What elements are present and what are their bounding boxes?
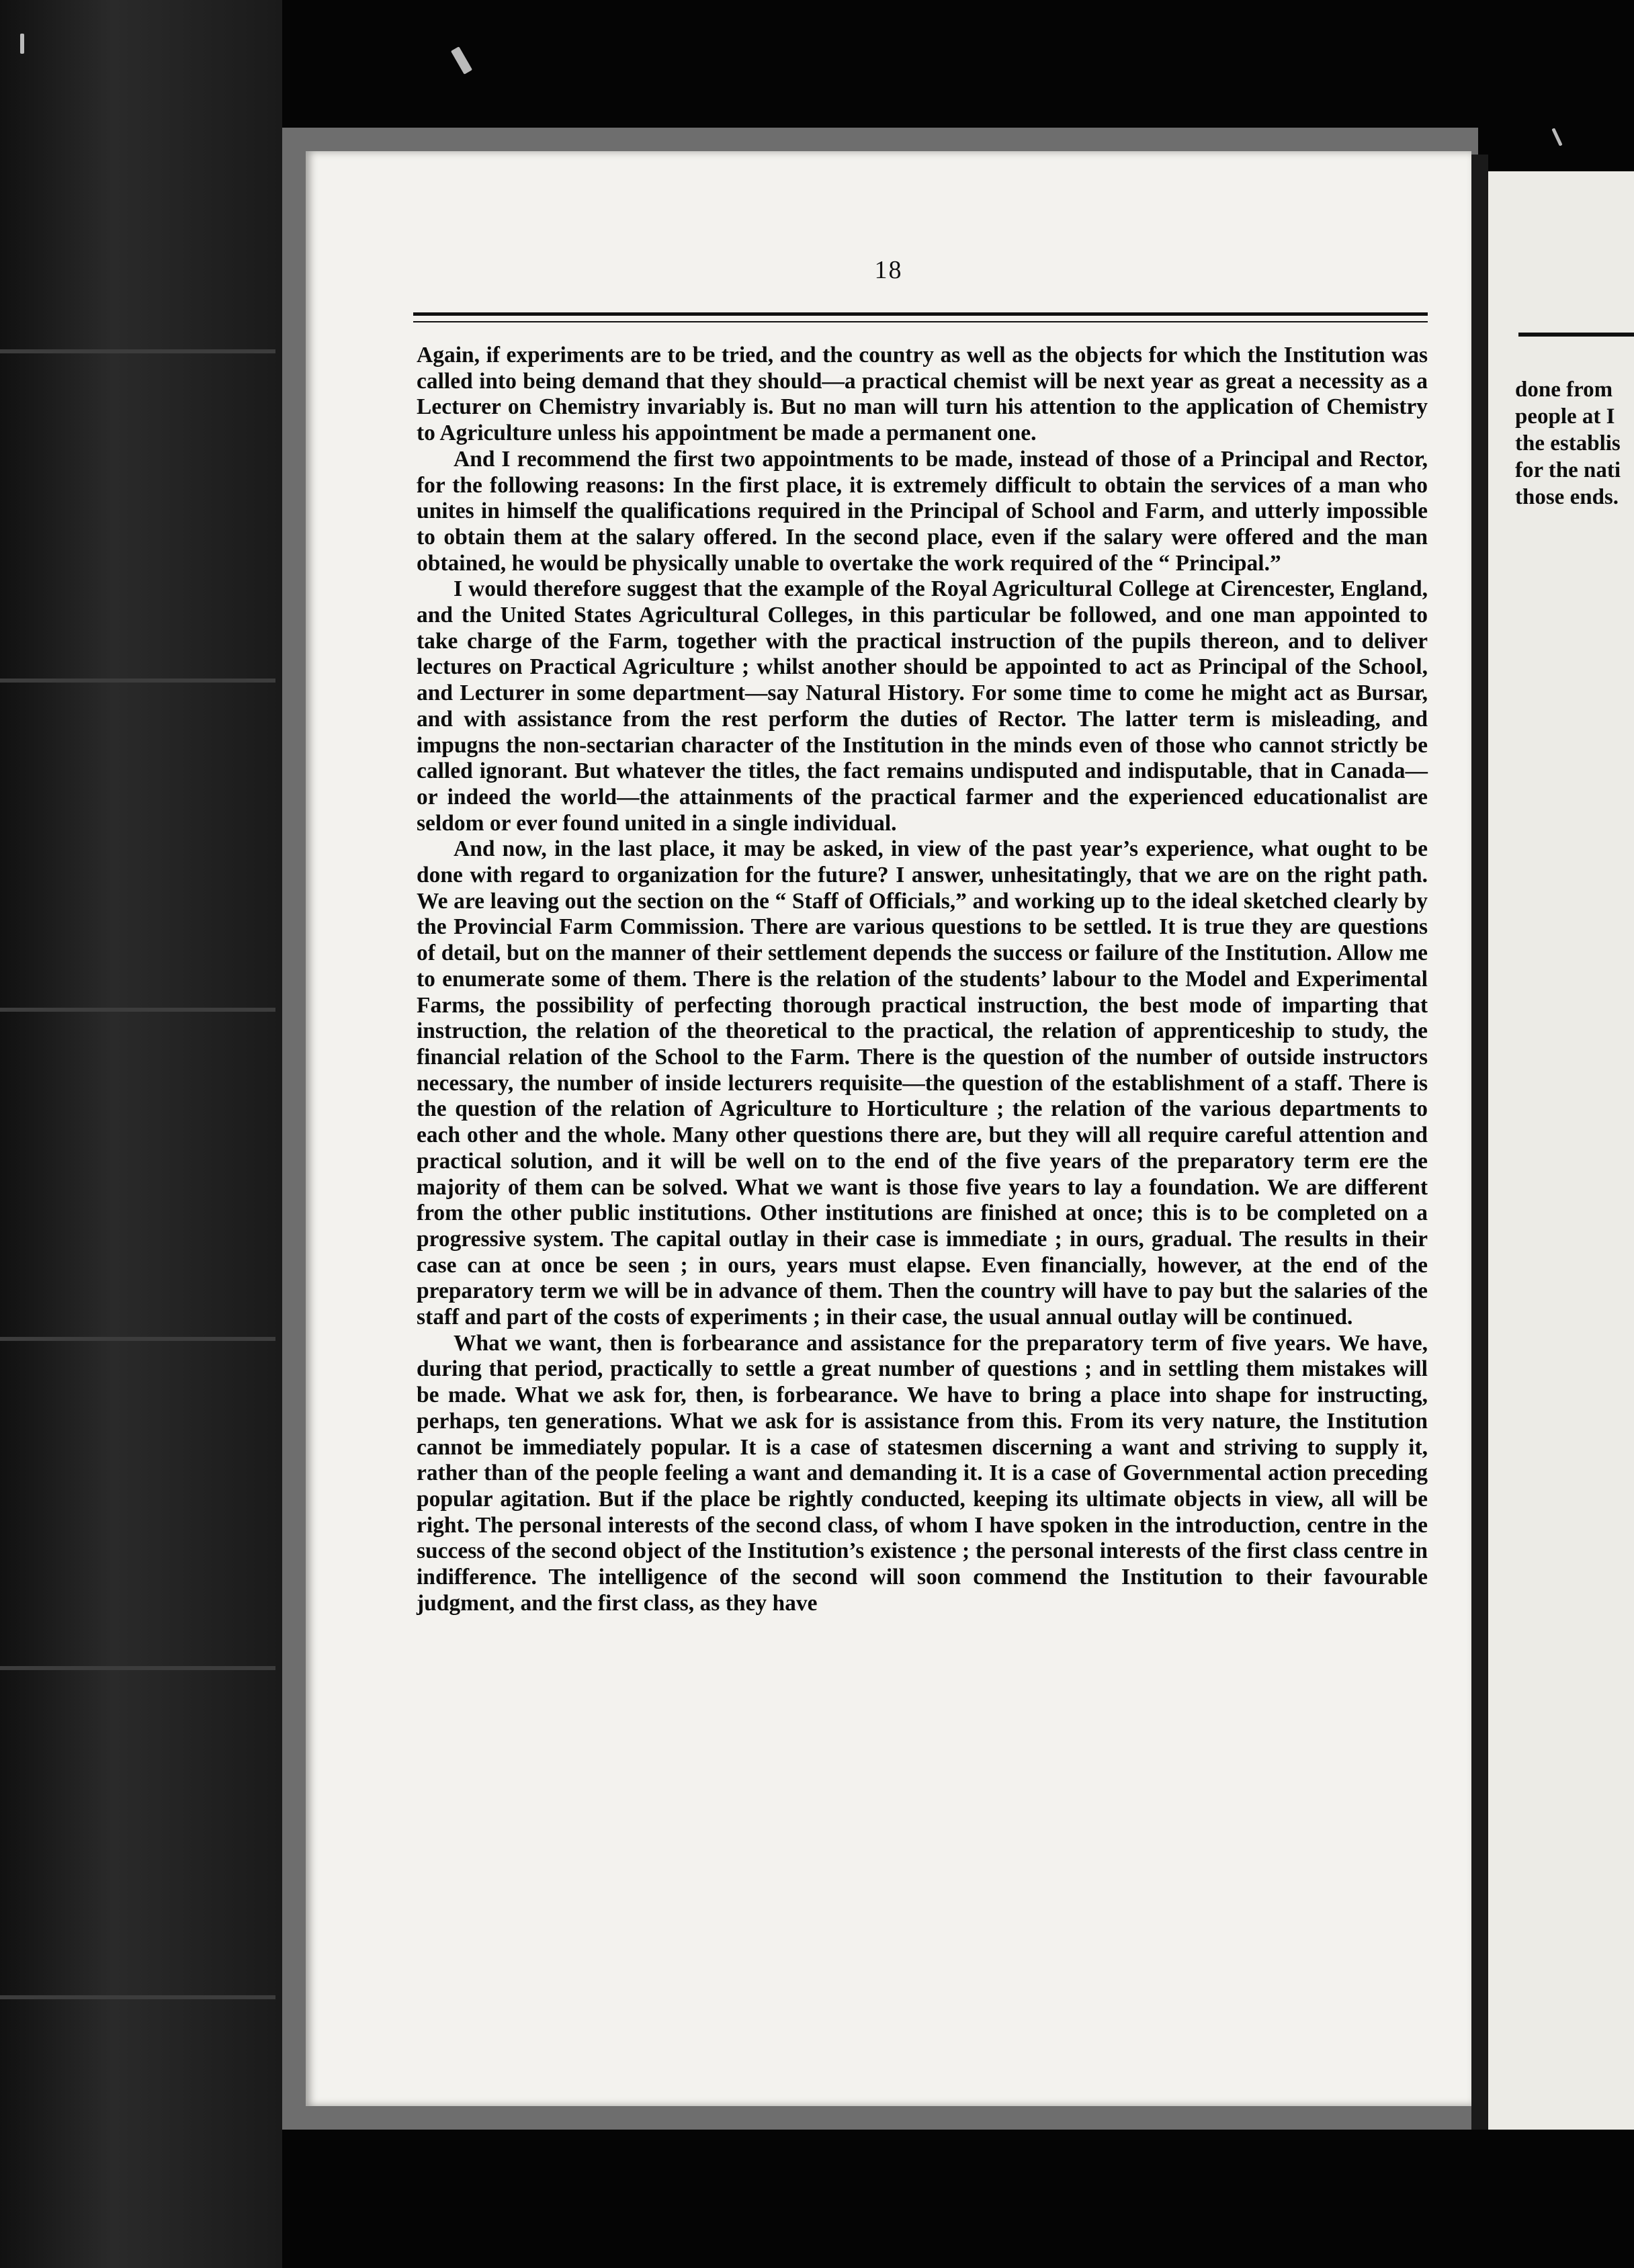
body-text — [417, 343, 1428, 1616]
adjacent-page — [1488, 171, 1634, 2130]
paragraph: And I recommend the first two appointments to be made, instead of those of a Principal and Rector, for the following reasons: In the first place, it is extremely difficult to obtain the services of a man who unites in himself the qualifications required in the Principal of School and Farm, and utterly impossible to obtain them at the salary offered. In the second place, even if the salary were offered and the man obtained, he would be physically unable to overtake the work required of the “ Principal.” — [417, 446, 1428, 576]
page-gutter — [1471, 155, 1488, 2130]
adjacent-line: those ends. — [1515, 485, 1619, 509]
adjacent-line: people at I — [1515, 404, 1615, 429]
adjacent-line: the establis — [1515, 431, 1621, 455]
adjacent-page-text — [1515, 376, 1634, 511]
paragraph: I would therefore suggest that the example of the Royal Agricultural College at Cirencester, England, and the United States Agricultural Colleges, in this particular be followed, and one man appointed to take charge of the Farm, together with the practical instruction of the pupils thereon, and to deliver lectures on Practical Agriculture ; whilst another should be appointed to act as Principal of the School, and Lecturer in some department—say Natural History. For some time to come he might act as Bursar, and with assistance from the rest perform the duties of Rector. The latter term is misleading, and impugns the non-sectarian character of the Institution in the minds even of those who cannot strictly be called ignorant. But whatever the titles, the fact remains undisputed and indisputable, that in Canada—or indeed the world—the attainments of the practical farmer and the experienced educationalist are seldom or ever found united in a single individual. — [417, 576, 1428, 836]
scanner-line — [0, 349, 275, 353]
dust-speck — [20, 34, 24, 54]
adjacent-line: done from — [1515, 378, 1613, 402]
page-number: 18 — [874, 256, 903, 284]
scanner-line — [0, 1666, 275, 1670]
header-rule-thin — [413, 321, 1428, 322]
scanner-line — [0, 1337, 275, 1341]
scanner-line — [0, 1008, 275, 1012]
dust-speck — [451, 46, 472, 75]
paragraph: What we want, then is forbearance and assistance for the preparatory term of five years. We have, during that period, practically to settle a great number of questions ; and in settling them mistakes will be made. What we ask for, then, is forbearance. We have to bring a place into shape for instructing, perhaps, ten generations. What we ask for is assistance from this. From its very nature, the Institution cannot be immediately popular. It is a case of statesmen discerning a want and striving to supply it, rather than of the people feeling a want and demanding it. It is a case of Governmental action preceding popular agitation. But if the place be rightly conducted, keeping its ultimate objects in view, all will be right. The personal interests of the second class, of whom I have spoken in the introduction, centre in the success of the second object of the Institution’s existence ; the personal interests of the first class centre in indifference. The intelligence of the second will soon commend the Institution to their favourable judgment, and the first class, as they have — [417, 1330, 1428, 1616]
adjacent-line: for the nati — [1515, 458, 1621, 482]
paragraph: And now, in the last place, it may be asked, in view of the past year’s experience, what ought to be done with regard to organization for the future? I answer, unhesitatingly, that we are on the right path. We are leaving out the section on the “ Staff of Officials,” and working up to the ideal sketched clearly by the Provincial Farm Commission. There are various questions to be settled. It is true they are questions of detail, but on the manner of their settlement depends the success or failure of the Institution. Allow me to enumerate some of them. There is the relation of the students’ labour to the Model and Experimental Farms, the possibility of perfecting thorough practical instruction, the best mode of imparting that instruction, the relation of the theoretical to the practical, the relation of apprenticeship to study, the financial relation of the School to the Farm. There is the question of the number of outside instructors necessary, the number of inside lecturers requisite—the question of the establishment of a staff. There is the question of the relation of Agriculture to Horticulture ; the relation of the various departments to each other and the whole. Many other questions there are, but they will all require careful attention and practical solution, and it will be well on to the end of the five years of the preparatory term ere the majority of them can be solved. What we want is those five years to lay a foundation. We are different from the other public institutions. Other institutions are finished at once; this is to be completed on a progressive system. The capital outlay in their case is immediate ; in ours, gradual. The results in their case can at once be seen ; in ours, years must elapse. Even financially, however, at the end of the preparatory term we will be in advance of them. Then the country will have to pay but the salaries of the staff and part of the costs of experiments ; in their case, the usual annual outlay will be continued. — [417, 836, 1428, 1330]
scanned-page — [306, 151, 1471, 2106]
scanner-line — [0, 679, 275, 683]
scanner-line — [0, 1995, 275, 1999]
dust-speck — [1551, 128, 1562, 146]
scanner-background — [0, 0, 282, 2268]
paragraph: Again, if experiments are to be tried, and the country as well as the objects for which the Institution was called into being demand that they should—a practical chemist will be next year as great a necessity as a Lecturer on Chemistry invariably is. But no man will turn his attention to the application of Chemistry to Agriculture unless his appointment be made a permanent one. — [417, 343, 1428, 446]
adjacent-header-rule — [1518, 333, 1634, 337]
header-rule-thick — [413, 312, 1428, 316]
